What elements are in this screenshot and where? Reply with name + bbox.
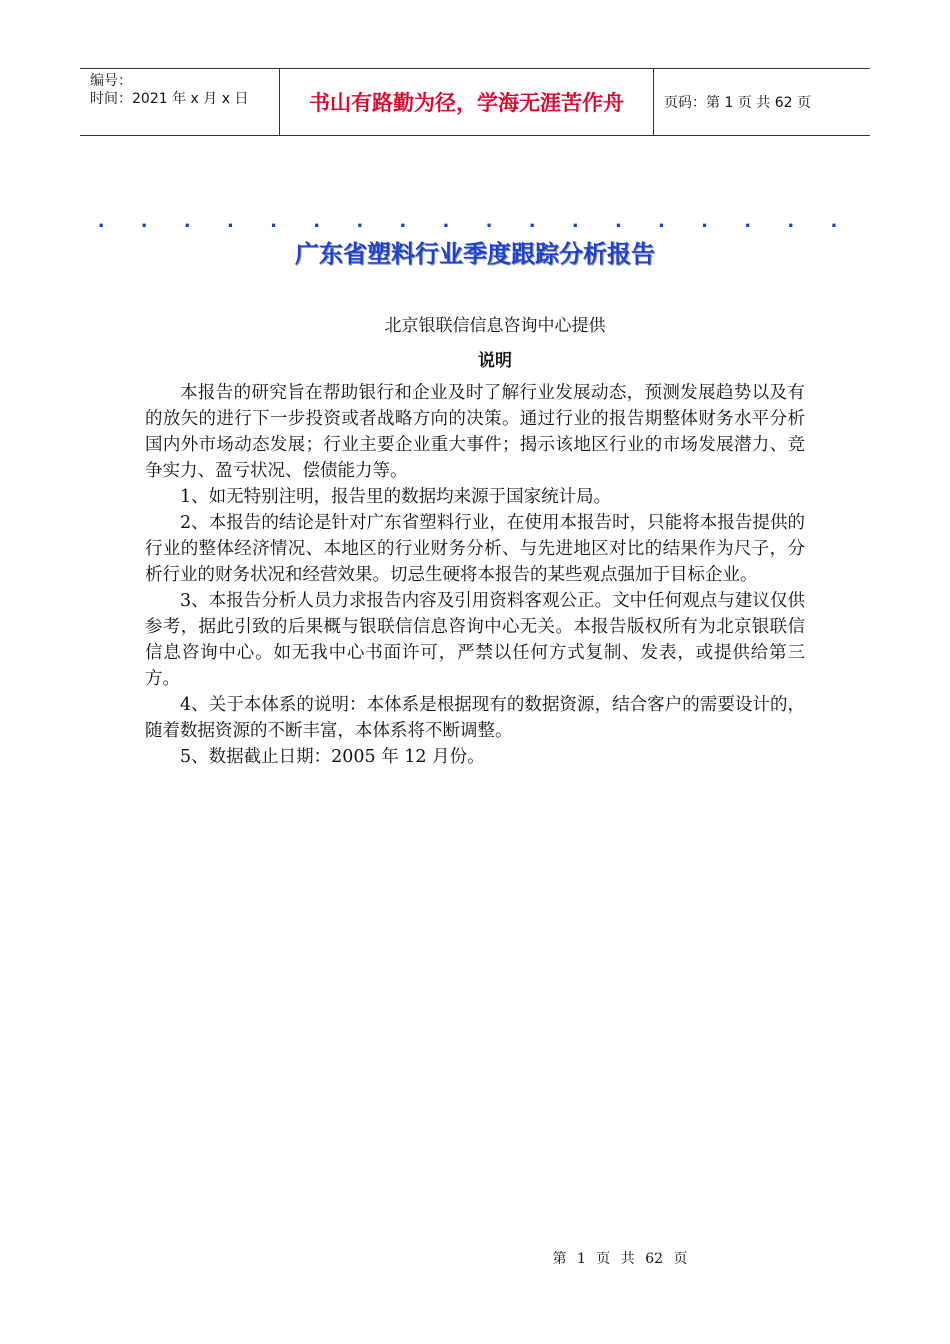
motto: 书山有路勤为径，学海无涯苦作舟: [280, 69, 654, 135]
header-meta-cell: [80, 69, 280, 135]
document-title: 广东省塑料行业季度跟踪分析报告: [295, 240, 655, 268]
footer-page-number: 第 1 页 共 62 页: [552, 1251, 688, 1267]
paragraph-note-4: 4、关于本体系的说明：本体系是根据现有的数据资源，结合客户的需要设计的，随着数据资源的不断丰富，本体系将不断调整。: [145, 695, 805, 741]
paragraph-note-1: 1、如无特别注明，报告里的数据均来源于国家统计局。: [180, 487, 612, 507]
header-page-info: 页码：第 1 页 共 62 页: [664, 95, 811, 111]
body-text: [145, 380, 805, 770]
paragraph-note-3: 3、本报告分析人员力求报告内容及引用资料客观公正。文中任何观点与建议仅供参考，据此引致的后果概与银联信信息咨询中心无关。本报告版权所有为北京银联信信息咨询中心。如无我中心书面许可，严禁以任何方式复制、发表，或提供给第三方。: [145, 591, 805, 689]
provider-line: 北京银联信信息咨询中心提供: [384, 316, 606, 336]
paragraph-note-5: 5、数据截止日期：2005 年 12 月份。: [180, 747, 485, 767]
section-heading: 说明: [478, 351, 512, 371]
title-dots: . . . . . . . . . . . . . . . . . .: [97, 211, 853, 232]
header-table: [80, 68, 870, 136]
paragraph-note-2: 2、本报告的结论是针对广东省塑料行业，在使用本报告时，只能将本报告提供的行业的整体经济情况、本地区的行业财务分析、与先进地区对比的结果作为尺子，分析行业的财务状况和经营效果。切忌生硬将本报告的某些观点强加于目标企业。: [145, 513, 805, 585]
time-label: 时间：2021 年 x 月 x 日: [90, 91, 249, 107]
paragraph-intro: 本报告的研究旨在帮助银行和企业及时了解行业发展动态，预测发展趋势以及有的放矢的进行下一步投资或者战略方向的决策。通过行业的报告期整体财务水平分析国内外市场动态发展；行业主要企业重大事件；揭示该地区行业的市场发展潜力、竞争实力、盈亏状况、偿债能力等。: [145, 383, 805, 481]
serial-label: 编号：: [90, 73, 132, 89]
